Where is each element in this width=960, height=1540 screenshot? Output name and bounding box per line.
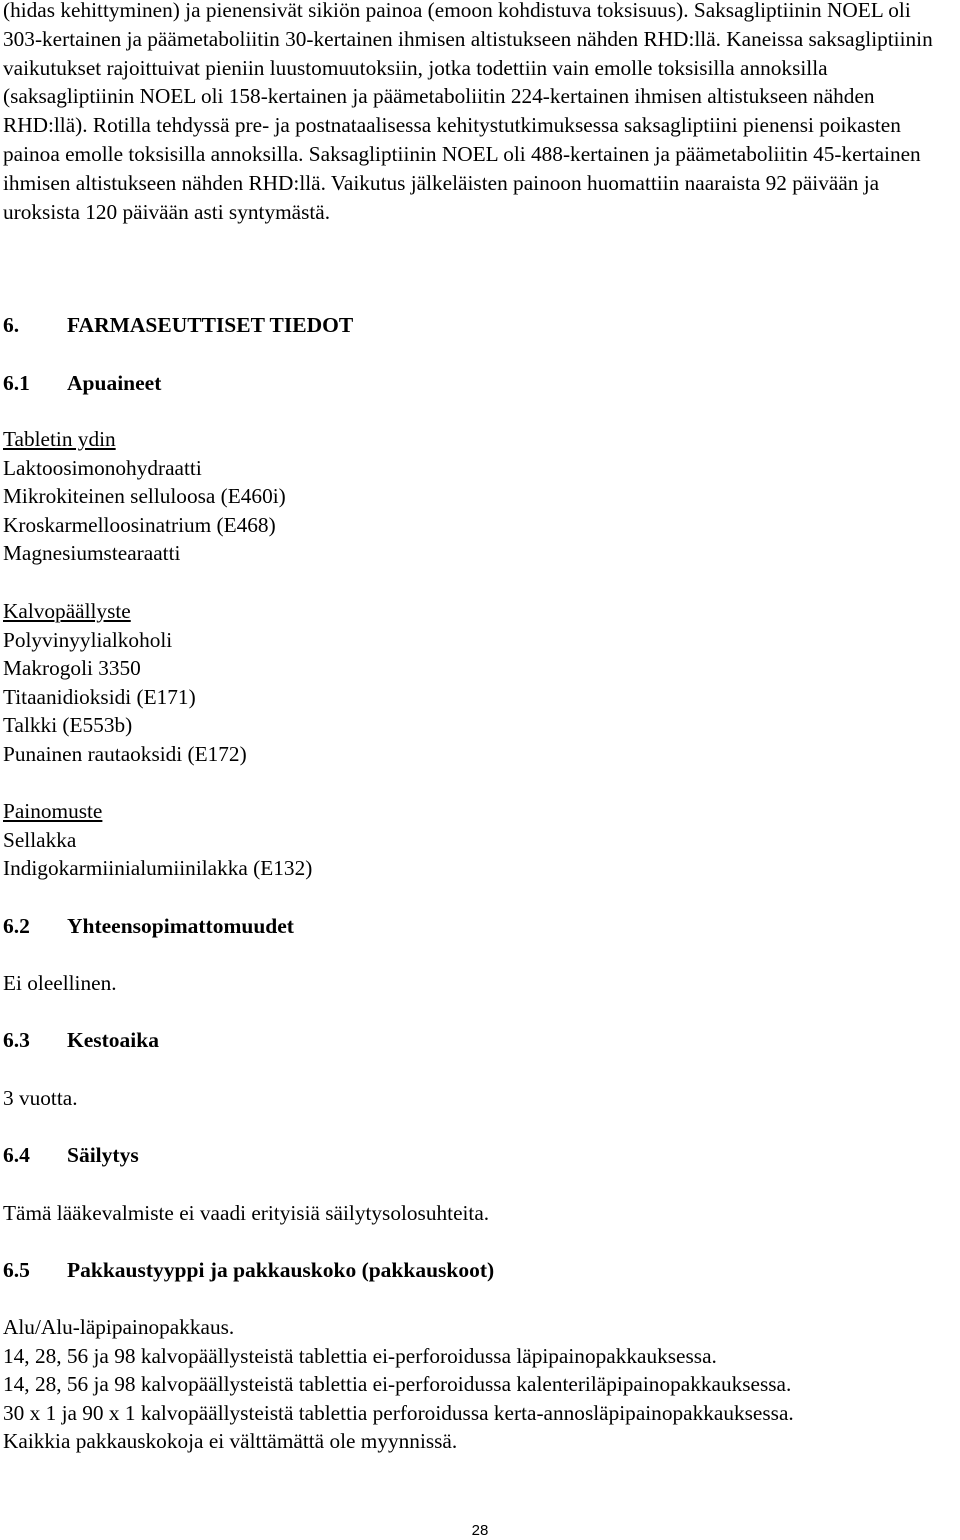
printing-ink-heading: Painomuste — [3, 799, 103, 823]
list-item: Alu/Alu-läpipainopakkaus. — [3, 1315, 235, 1339]
section-6-3-body — [3, 1084, 78, 1113]
list-item: Magnesiumstearaatti — [3, 541, 181, 566]
list-item: Talkki (E553b) — [3, 713, 133, 738]
list-item: Punainen rautaoksidi (E172) — [3, 741, 247, 766]
section-6-2-title: Yhteensopimattomuudet — [67, 914, 294, 938]
section-6-1-heading — [3, 369, 161, 397]
list-item: Sellakka — [3, 827, 77, 852]
section-6-heading — [3, 311, 353, 339]
list-item: Indigokarmiinialumiinilakka (E132) — [3, 856, 313, 881]
section-6-2-text: Ei oleellinen. — [3, 971, 117, 995]
section-6-3-title: Kestoaika — [67, 1028, 159, 1052]
list-item: Laktoosimonohydraatti — [3, 455, 202, 480]
section-6-4-body — [3, 1199, 489, 1228]
section-6-number: 6. — [3, 313, 20, 337]
section-6-2-number: 6.2 — [3, 914, 30, 938]
list-item: 14, 28, 56 ja 98 kalvopäällysteistä tablettia ei-perforoidussa läpipainopakkauksessa. — [3, 1343, 717, 1368]
intro-paragraph: (hidas kehittyminen) ja pienensivät sikiön painoa (emoon kohdistuva toksisuus). Saksagliptiinin NOEL oli 303-kertainen ja päämetaboliitin 30-kertainen ihmisen altistukseen nähden RHD:llä. Kaneissa saksagliptiinin vaikutukset rajoittuivat pieniin luustomuutoksiin, jotka todettiin vain emolle toksisilla annoksilla (saksagliptiinin NOEL oli 158-kertainen ja päämetaboliitin 224-kertainen ihmisen altistukseen nähden RHD:llä). Rotilla tehdyssä pre- ja postnataalisessa kehitystutkimuksessa saksagliptiini pienensi poikasten painoa emolle toksisilla annoksilla. Saksagliptiinin NOEL oli 488-kertainen ja päämetaboliitin 45-kertainen ihmisen altistukseen nähden RHD:llä. Vaikutus jälkeläisten painoon huomattiin naaraista 92 päivään ja uroksista 120 päivään asti syntymästä. — [3, 0, 933, 224]
section-6-2-body — [3, 969, 117, 998]
list-item: 14, 28, 56 ja 98 kalvopäällysteistä tablettia ei-perforoidussa kalenteriläpipainopakkauksessa. — [3, 1372, 792, 1397]
section-6-4-title: Säilytys — [67, 1143, 139, 1167]
list-item: Kaikkia pakkauskokoja ei välttämättä ole myynnissä. — [3, 1429, 458, 1454]
section-6-title: FARMASEUTTISET TIEDOT — [67, 313, 354, 337]
section-6-4-text: Tämä lääkevalmiste ei vaadi erityisiä säilytysolosuhteita. — [3, 1201, 490, 1225]
list-item: Polyvinyylialkoholi — [3, 627, 173, 652]
section-6-3-text: 3 vuotta. — [3, 1086, 78, 1110]
page-number: 28 — [471, 1522, 489, 1539]
section-6-5-body — [3, 1313, 794, 1456]
list-item: Kroskarmelloosinatrium (E468) — [3, 512, 276, 537]
tablet-core-heading: Tabletin ydin — [3, 427, 116, 451]
section-6-5-number: 6.5 — [3, 1258, 30, 1282]
list-item: Makrogoli 3350 — [3, 656, 141, 681]
section-6-3-heading — [3, 1026, 159, 1054]
section-6-5-title: Pakkaustyyppi ja pakkauskoko (pakkauskoot) — [67, 1258, 495, 1282]
list-item: 30 x 1 ja 90 x 1 kalvopäällysteistä tablettia perforoidussa kerta-annosläpipainopakkauksessa. — [3, 1400, 794, 1425]
section-6-3-number: 6.3 — [3, 1028, 30, 1052]
film-coating-heading: Kalvopäällyste — [3, 599, 131, 623]
list-item: Mikrokiteinen selluloosa (E460i) — [3, 484, 286, 509]
section-6-4-number: 6.4 — [3, 1143, 30, 1167]
section-6-4-heading — [3, 1141, 139, 1169]
section-6-5-heading — [3, 1256, 494, 1284]
printing-ink-list — [3, 797, 312, 883]
section-6-1-title: Apuaineet — [67, 371, 162, 395]
section-6-2-heading — [3, 912, 294, 940]
tablet-core-list — [3, 425, 286, 568]
list-item: Titaanidioksidi (E171) — [3, 684, 196, 709]
film-coating-list — [3, 597, 247, 769]
section-6-1-number: 6.1 — [3, 371, 30, 395]
